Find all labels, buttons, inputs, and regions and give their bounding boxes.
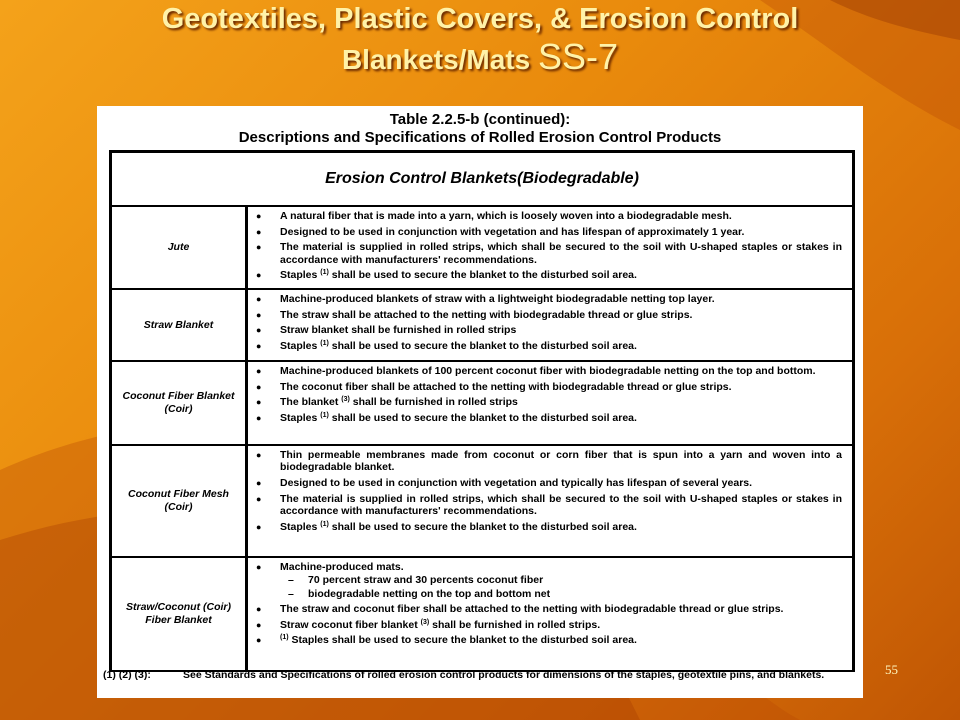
bullet-icon: ● [256,242,262,253]
dash-icon: – [288,574,294,587]
table-caption-line1: Table 2.2.5-b (continued): [389,111,571,128]
list-item: ● Designed to be used in conjunction with vegetation and has lifespan of approximately 1 year. [256,225,745,238]
row-body [248,558,852,670]
list-item: ● The straw shall be attached to the netting with biodegradable thread or glue strips. [256,308,693,321]
bullet-icon: ● [256,635,262,646]
list-item: ● A natural fiber that is made into a yarn, which is loosely woven into a biodegradable mesh. [256,210,732,222]
list-item: ● $^{(1)}$ Staples shall be used to secure the blanket to the disturbed soil area. [256,634,637,647]
page-number: 55 [885,662,898,677]
slide-title-line1: Geotextiles, Plastic Covers, & Erosion Control [161,3,799,35]
scanned-table-document [97,106,863,698]
bullet-icon: ● [256,493,262,504]
list-item: ● Staples $^{(1)}$ shall be used to secure the blanket to the disturbed soil area. [256,269,637,282]
list-item: ● The coconut fiber shall be attached to the netting with biodegradable thread or glue strips. [256,380,732,393]
bullet-icon: ● [256,450,262,460]
table-footnote [103,669,853,682]
list-item: ● Designed to be used in conjunction with vegetation and typically has lifespan of several years. [256,477,753,489]
row-body [248,207,852,288]
list-item: ● Staples $^{(1)}$ shall be used to secure the blanket to the disturbed soil area. [256,339,637,352]
dash-icon: – [288,587,294,600]
footnote-text: See Standards and Specifications of rolled erosion control products for dimensions of the staples, geotextile pins, and blankets. [183,669,825,681]
list-item: ● The straw and coconut fiber shall be attached to the netting with biodegradable thread or glue strips. [256,603,784,616]
table-row [112,558,852,670]
bullet-icon: ● [256,270,262,281]
bullet-icon: ● [256,521,262,532]
slide-title-line2 [0,36,960,81]
table-row [112,290,852,362]
slide-title [0,2,960,81]
table-caption-line2: Descriptions and Specifications of Rolled Erosion Control Products [238,129,722,146]
list-item: ● Staples $^{(1)}$ shall be used to secure the blanket to the disturbed soil area. [256,520,637,533]
footnote-key: (1) (2) (3): [103,669,151,681]
bullet-icon: ● [256,325,262,336]
list-item: ● The material is supplied in rolled strips, which shall be secured to the soil with U-shaped staples or stakes in accordance with manufacturers' recommendations. [256,492,842,517]
list-item: ● Staples $^{(1)}$ shall be used to secure the blanket to the disturbed soil area. [256,411,637,424]
sub-list-item: – 70 percent straw and 30 percents coconut fiber [288,574,544,587]
bullet-icon: ● [256,226,262,237]
bullet-icon: ● [256,381,262,392]
list-item: ● Machine-produced blankets of straw with a lightweight biodegradable netting top layer. [256,293,715,305]
bullet-icon: ● [256,309,262,320]
table-row [112,207,852,290]
table-row [112,362,852,446]
row-name: Straw Blanket [112,290,248,360]
row-body [248,362,852,444]
table-header: Erosion Control Blankets(Biodegradable) [112,153,852,207]
row-name: Coconut Fiber Mesh (Coir) [112,446,248,556]
bullet-icon: ● [256,294,262,304]
list-item: ● Thin permeable membranes made from coconut or corn fiber that is spun into a yarn and woven into a biodegradable blanket. [256,449,842,474]
bullet-icon: ● [256,397,262,408]
bullet-icon: ● [256,340,262,351]
slide-title-code: SS-7 [538,36,619,77]
list-item: ● Straw coconut fiber blanket $^{(3)}$ shall be furnished in rolled strips. [256,618,601,631]
list-item: ● The blanket $^{(3)}$ shall be furnished in rolled strips [256,396,518,409]
bullet-icon: ● [256,211,262,221]
row-name: Coconut Fiber Blanket (Coir) [112,362,248,444]
row-name: Straw/Coconut (Coir) Fiber Blanket [112,558,248,670]
list-item: ● Machine-produced blankets of 100 percent coconut fiber with biodegradable netting on the top and bottom. [256,365,816,377]
bullet-icon: ● [256,412,262,423]
bullet-icon: ● [256,562,262,572]
slide-title-text: Blankets/Mats [341,44,531,75]
bullet-icon: ● [256,604,262,615]
row-body [248,446,852,556]
rolled-erosion-control-table [109,150,855,672]
bullet-icon: ● [256,619,262,630]
bullet-icon: ● [256,478,262,488]
row-body [248,290,852,360]
table-row [112,446,852,558]
row-name: Jute [112,207,248,288]
list-item: ● The material is supplied in rolled strips, which shall be secured to the soil with U-shaped staples or stakes in accordance with manufacturers' recommendations. [256,241,842,266]
sub-list-item: – biodegradable netting on the top and bottom net [288,587,551,600]
list-item: ● Straw blanket shall be furnished in rolled strips [256,324,517,337]
list-item: ● Machine-produced mats. [256,561,404,573]
bullet-icon: ● [256,366,262,376]
